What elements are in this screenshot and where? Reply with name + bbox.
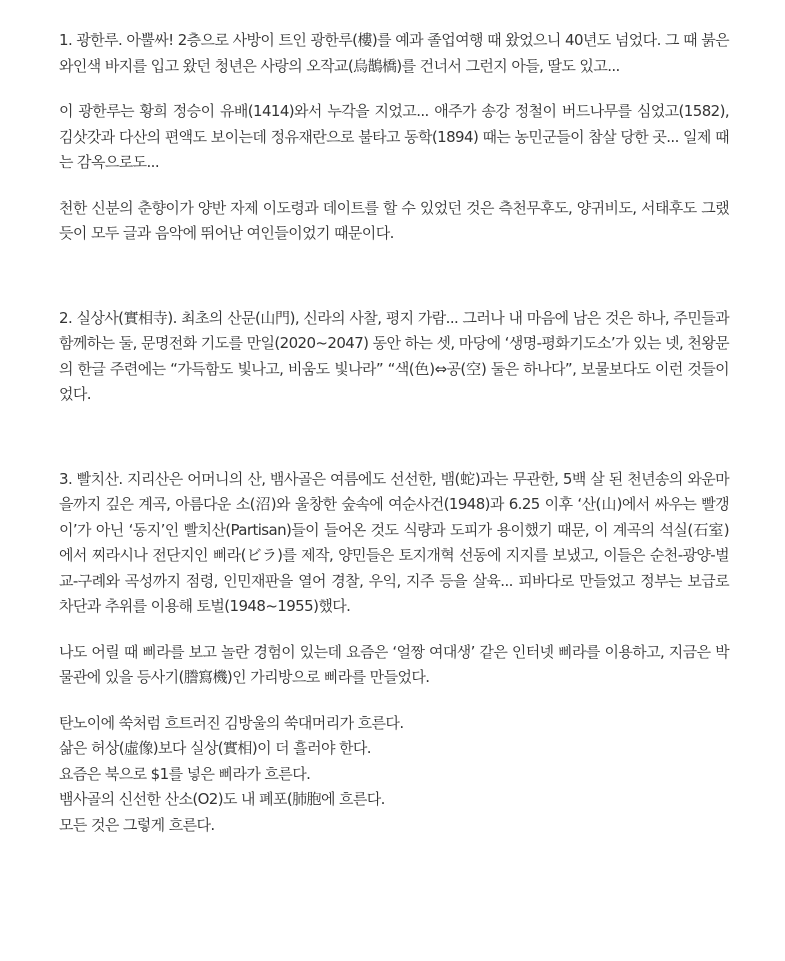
poem-line-2: 삶은 허상(虛像)보다 실상(實相)이 더 흘러야 한다. bbox=[59, 739, 371, 757]
paragraph-silsangsa: 2. 실상사(實相寺). 최초의 산문(山門), 신라의 사찰, 평지 가람... 그러나 내 마음에 남은 것은 하나, 주민들과 함께하는 둘, 문명전화 기도를 만일(2020~2047) 동안 하는 셋, 마당에 ‘생명-평화기도소’가 있는 넷, 천왕문의 한글 주련에는 “가득함도 빛나고, 비움도 빛나라” “색(色)⇔공(空) 둘은 하나다”, 보물보다도 이런 것들이었다. bbox=[59, 308, 729, 403]
paragraph-gwanghallu-2: 이 광한루는 황희 정승이 유배(1414)와서 누각을 지었고... 애주가 송강 정철이 버드나무를 심었고(1582), 김삿갓과 다산의 편액도 보이는데 정유재란으로 불타고 동학(1894) 때는 농민군들이 참살 당한 곳... 일제 때는 감옥으로도... bbox=[59, 102, 729, 171]
paragraph-gwanghallu-3: 천한 신분의 춘향이가 양반 자제 이도령과 데이트를 할 수 있었던 것은 측천무후도, 양귀비도, 서태후도 그랬듯이 모두 글과 음악에 뛰어난 여인들이었기 때문이다. bbox=[59, 198, 729, 242]
paragraph-gwanghallu-1: 1. 광한루. 아뿔싸! 2층으로 사방이 트인 광한루(樓)를 예과 졸업여행 때 왔었으니 40년도 넘었다. 그 때 붉은 와인색 바지를 입고 왔던 청년은 사랑의 오작교(烏鵲橋)를 건너서 그런지 아들, 딸도 있고... bbox=[59, 31, 729, 75]
poem-line-3: 요즘은 북으로 $1를 넣은 삐라가 흐른다. bbox=[59, 764, 311, 783]
poem-block bbox=[59, 711, 729, 839]
poem-line-1: 탄노이에 쑥처럼 흐트러진 김방울의 쑥대머리가 흐른다. bbox=[59, 713, 404, 732]
poem-line-4: 뱀사골의 신선한 산소(O2)도 내 폐포(肺胞에 흐른다. bbox=[59, 790, 385, 808]
poem-line-5: 모든 것은 그렇게 흐른다. bbox=[59, 815, 215, 834]
paragraph-ppaemsagol-2: 나도 어릴 때 삐라를 보고 놀란 경험이 있는데 요즘은 ‘얼짱 여대생’ 같은 인터넷 삐라를 이용하고, 지금은 박물관에 있을 등사기(謄寫機)인 가리방으로 삐라를 만들었다. bbox=[59, 642, 729, 686]
paragraph-ppaemsagol-1: 3. 빨치산. 지리산은 어머니의 산, 뱀사골은 여름에도 선선한, 뱀(蛇)과는 무관한, 5백 살 된 천년송의 와운마을까지 깊은 계곡, 아름다운 소(沼)와 울창한 숲속에 여순사건(1948)과 6.25 이후 ‘산(山)에서 싸우는 빨갱이’가 아닌 ‘동지’인 빨치산(Partisan)들이 들어온 것도 식량과 도피가 용이했기 때문, 이 계곡의 석실(石室)에서 찌라시나 전단지인 삐라(ビラ)를 제작, 양민들은 토지개혁 선동에 지지를 보냈고, 이들은 순천-광양-벌교-구례와 곡성까지 점령, 인민재판을 열어 경찰, 우익, 지주 등을 살육... 피바다로 만들었고 정부는 보급로 차단과 추위를 이용해 토벌(1948~1955)했다. bbox=[59, 469, 729, 615]
article-body bbox=[59, 28, 729, 838]
